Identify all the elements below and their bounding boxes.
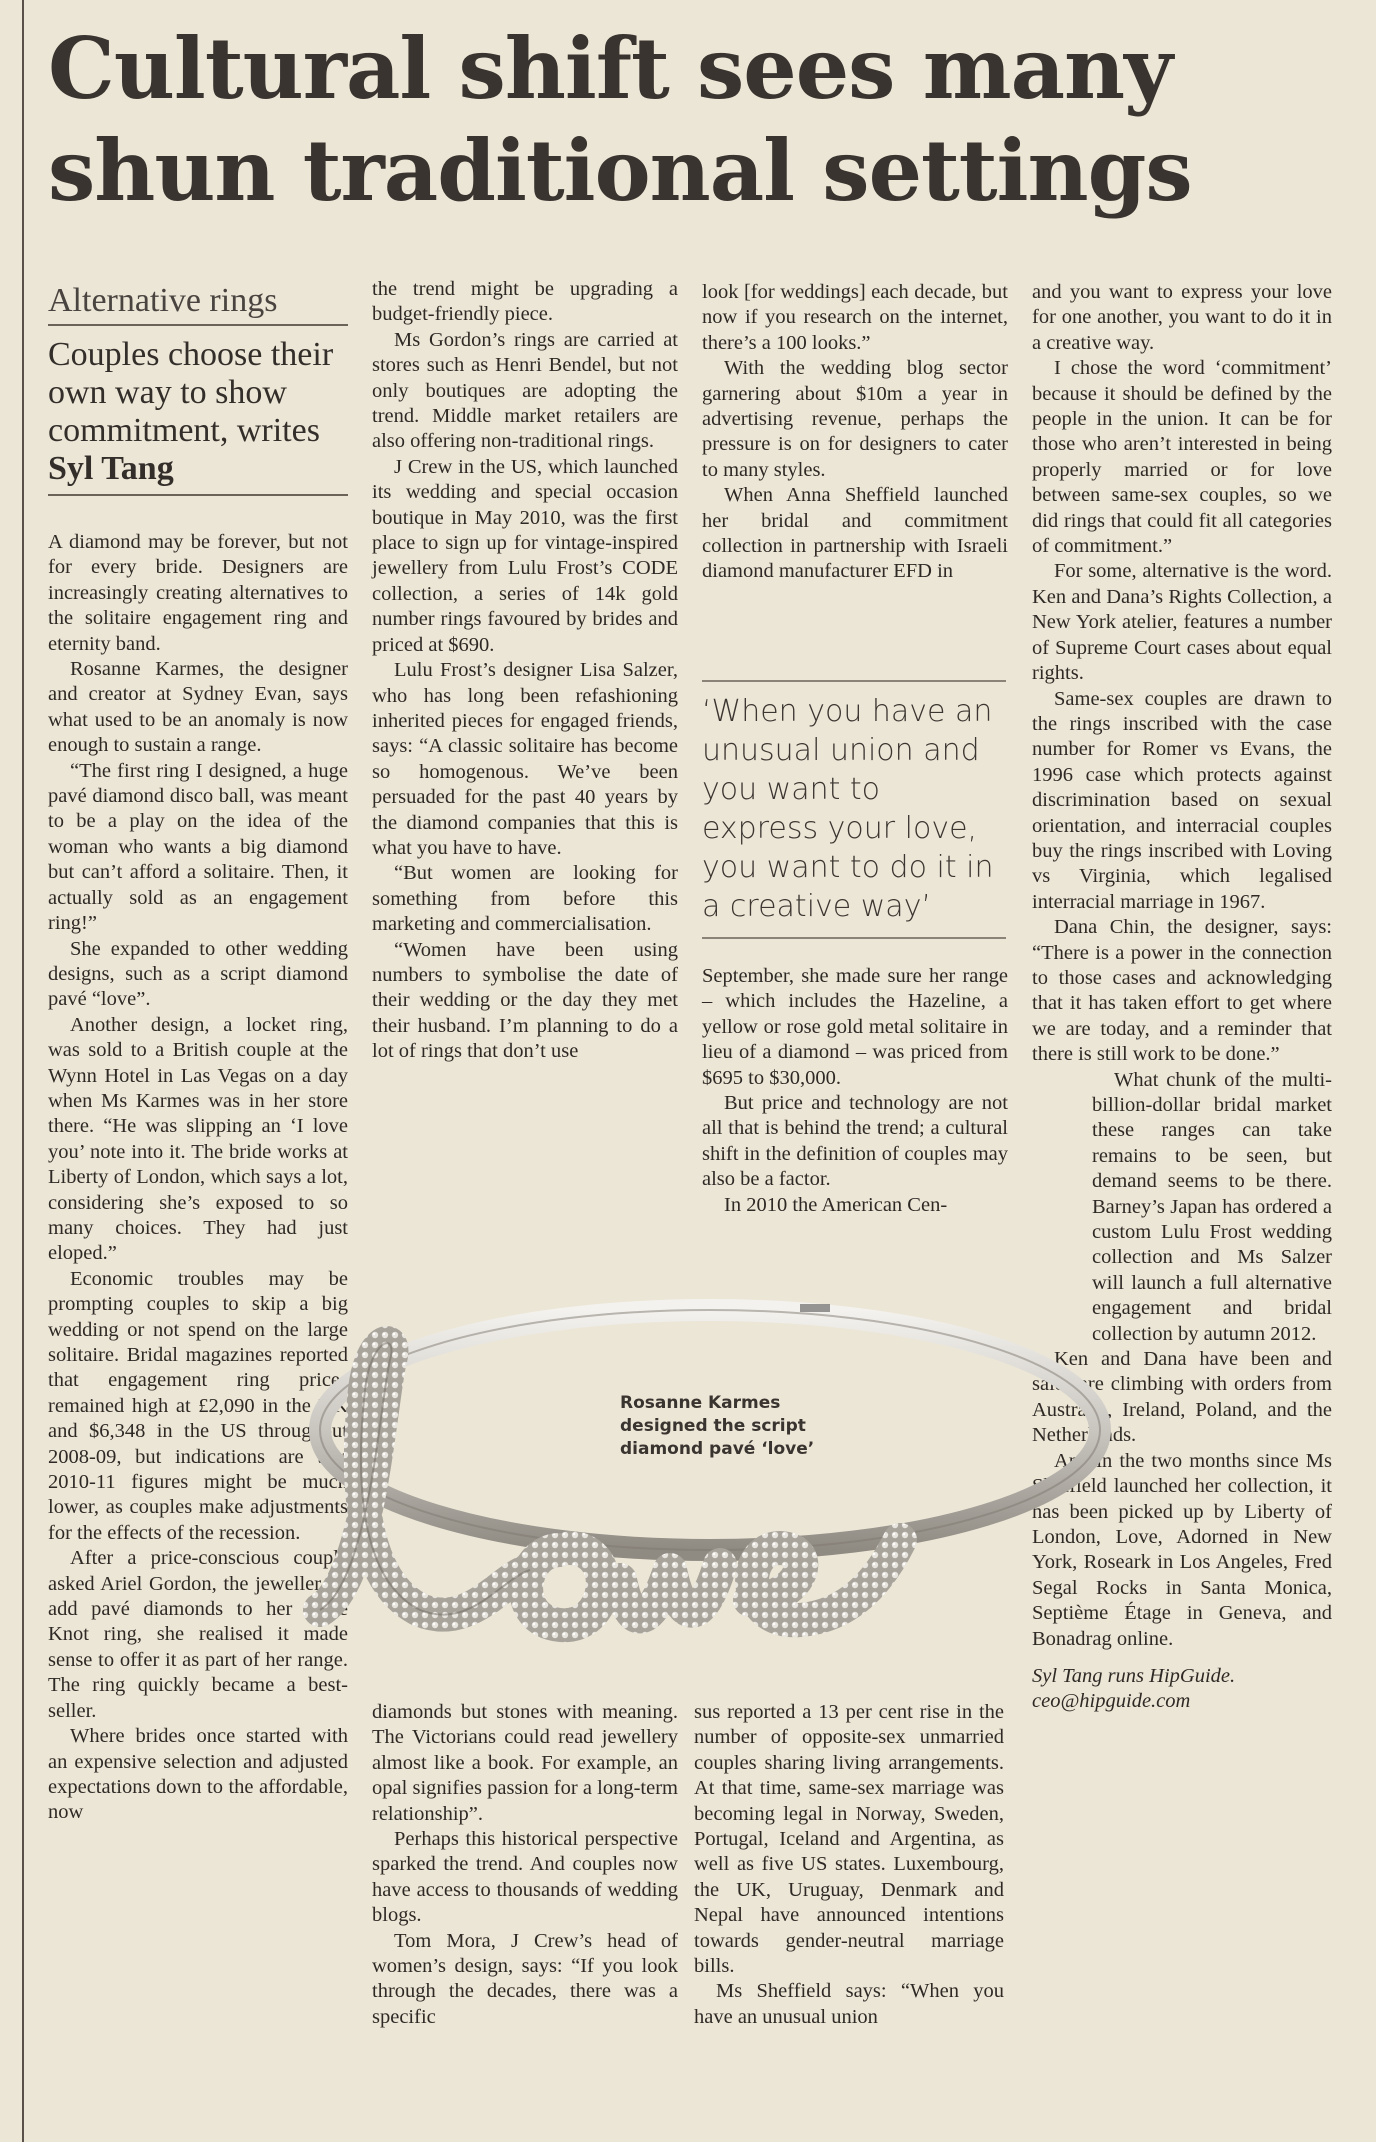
paragraph: Ken and Dana have been and sales are climbing with orders from Australia, Ireland, Poland, and the Netherlands.: [1032, 1348, 1332, 1447]
paragraph: Same-sex couples are drawn to the rings inscribed with the case number for Romer vs Evans, the 1996 case which protects against discrimination based on sexual orientation, and interracial couples buy the rings inscribed with Loving vs Virginia, which legalised interracial marriage in 1967.: [1032, 687, 1332, 913]
paragraph: Economic troubles may be prompting couples to skip a big wedding or not spend on the large solitaire. Bridal magazines reported that engagement ring prices remained high at £2,090 in the UK and $6,348 in the US throughout 2008-09, but indications are that 2010-11 figures might be much lower, as couples make adjustments for the effects of the recession.: [48, 1267, 348, 1544]
paragraph: “Women have been using numbers to symbolise the date of their wedding or the day they met their husband. I’m planning to do a lot of rings that don’t use: [372, 938, 678, 1063]
standfirst-text: Couples choose their own way to show commitment, writes: [48, 336, 334, 449]
paragraph: the trend might be upgrading a budget-friendly piece.: [372, 278, 678, 326]
standfirst-rule: [48, 494, 348, 496]
section-label: Alternative rings: [48, 282, 348, 326]
paragraph: And in the two months since Ms Sheffield launched her collection, it has been picked up by Liberty of London, Love, Adorned in New York, Roseark in Los Angeles, Fred Segal Rocks in Santa Monica, Septième Étage in Geneva, and Bonadrag online.: [1032, 1449, 1332, 1650]
paragraph: diamonds but stones with meaning. The Victorians could read jewellery almost like a book. For example, an opal signifies passion for a long-term relationship”.: [372, 1701, 678, 1825]
standfirst: [48, 336, 348, 488]
paragraph: Tom Mora, J Crew’s head of women’s design, says: “If you look through the decades, there was a specific: [372, 1929, 678, 2028]
paragraph: Perhaps this historical perspective sparked the trend. And couples now have access to thousands of wedding blogs.: [372, 1828, 678, 1927]
paragraph: A diamond may be forever, but not for every bride. Designers are increasingly creating alternatives to the solitaire engagement ring and eternity band.: [48, 531, 348, 655]
paragraph: September, she made sure her range – which includes the Hazeline, a yellow or rose gold metal solitaire in lieu of a diamond – was priced from $695 to $30,000.: [702, 965, 1008, 1089]
paragraph: Ms Sheffield says: “When you have an unusual union: [694, 1980, 1004, 2028]
paragraph: She expanded to other wedding designs, such as a script diamond pavé “love”.: [48, 937, 348, 1011]
photo-caption: Rosanne Karmes designed the script diamond pavé ‘love’: [620, 1393, 815, 1459]
column-3-top: [702, 280, 1008, 585]
pull-quote-rule-bottom: [702, 937, 1006, 939]
paragraph: sus reported a 13 per cent rise in the number of opposite-sex unmarried couples sharing living arrangements. At that time, same-sex marriage was becoming legal in Norway, Sweden, Portugal, Iceland and Argentina, as well as five US states. Luxembourg, the UK, Uruguay, Denmark and Nepal have announced intentions towards gender-neutral marriage bills.: [694, 1701, 1004, 1978]
ring-photo: [280, 1280, 1120, 1700]
pull-quote: ‘When you have an unusual union and you want to express your love, you want to do it in a creative way’: [702, 694, 994, 924]
paragraph: “The first ring I designed, a huge pavé diamond disco ball, was meant to be a play on the idea of the woman who wants a big diamond but can’t afford a solitaire. Then, it actually sold as an engagement ring!”: [48, 759, 348, 935]
paragraph: In 2010 the American Cen-: [724, 1193, 948, 1216]
paragraph: Ms Gordon’s rings are carried at stores such as Henri Bendel, but not only boutiques are adopting the trend. Middle market retailers are also offering non-traditional rings.: [372, 328, 678, 453]
paragraph: Lulu Frost’s designer Lisa Salzer, who has long been refashioning inherited pieces for engaged friends, says: “A classic solitaire has become so homogenous. We’ve been persuaded for the past 40 years by the diamond companies that this is what you have to have.: [372, 659, 678, 859]
paragraph: look [for weddings] each decade, but now if you research on the internet, there’s a 100 looks.”: [702, 281, 1008, 354]
paragraph: “But women are looking for something from before this marketing and commercialisation.: [372, 862, 678, 936]
signoff-line: Syl Tang runs HipGuide.: [1032, 1664, 1236, 1687]
column-3-middle: [702, 964, 1008, 1218]
paragraph: Rosanne Karmes, the designer and creator at Sydney Evan, says what used to be an anomaly is now enough to sustain a range.: [48, 658, 348, 757]
paragraph: But price and technology are not all that is behind the trend; a cultural shift in the definition of couples may also be a factor.: [702, 1092, 1008, 1191]
paragraph: When Anna Sheffield launched her bridal and commitment collection in partnership with Israeli diamond manufacturer EFD in: [702, 484, 1008, 583]
column-2-bottom: [372, 1700, 678, 2030]
paragraph: J Crew in the US, which launched its wedding and special occasion boutique in May 2010, was the first place to sign up for vintage-inspired jewellery from Lulu Frost’s CODE collection, a series of 14k gold number rings favoured by brides and priced at $690.: [372, 455, 678, 656]
signoff-email: ceo@hipguide.com: [1032, 1690, 1191, 1713]
byline-name: Syl Tang: [48, 450, 174, 487]
headline: Cultural shift sees many shun traditional settings: [48, 19, 1192, 220]
paragraph: Another design, a locket ring, was sold to a British couple at the Wynn Hotel in Las Vegas on a day when Ms Karmes was in her store there. “He was slipping an ‘I love you’ note into it. The bride works at Liberty of London, which says a lot, considering she’s exposed to so many choices. They had just eloped.”: [48, 1013, 348, 1265]
page-edge-rule: [22, 0, 24, 2142]
pull-quote-rule-top: [702, 680, 1006, 682]
paragraph: For some, alternative is the word. Ken and Dana’s Rights Collection, a New York atelier, features a number of Supreme Court cases about equal rights.: [1032, 560, 1332, 685]
column-3-bottom: [694, 1700, 1004, 2030]
paragraph: Dana Chin, the designer, says: “There is a power in the connection to those cases and acknowledging that it has taken effort to get where we are today, and a reminder that there is still work to be done.”: [1032, 916, 1332, 1066]
paragraph: With the wedding blog sector garnering about $10m a year in advertising revenue, perhaps the pressure is on for designers to cater to many styles.: [702, 357, 1008, 481]
paragraph: What chunk of the multi-billion-dollar bridal market these ranges can take remains to be seen, but demand seems to be there. Barney’s Japan has ordered a custom Lulu Frost wedding collection and Ms Salzer will launch a full alternative engagement and bridal collection by autumn 2012.: [1092, 1068, 1332, 1345]
column-2-top: [372, 277, 678, 1065]
paragraph: and you want to express your love for one another, you want to do it in a creative way.: [1032, 281, 1332, 354]
script-love-diamonds: [320, 1343, 900, 1625]
paragraph: I chose the word ‘commitment’ because it should be defined by the people in the union. It can be for those who aren’t interested in being properly married or for love between same-sex couples, so we did rings that could fit all categories of commitment.”: [1032, 357, 1332, 558]
paragraph: After a price-conscious couple asked Ariel Gordon, the jeweller, to add pavé diamonds to her Love Knot ring, she realised it made sense to offer it as part of her range. The ring quickly became a best-seller.: [48, 1547, 348, 1722]
paragraph: Where brides once started with an expensive selection and adjusted expectations down to the affordable, now: [48, 1725, 348, 1824]
